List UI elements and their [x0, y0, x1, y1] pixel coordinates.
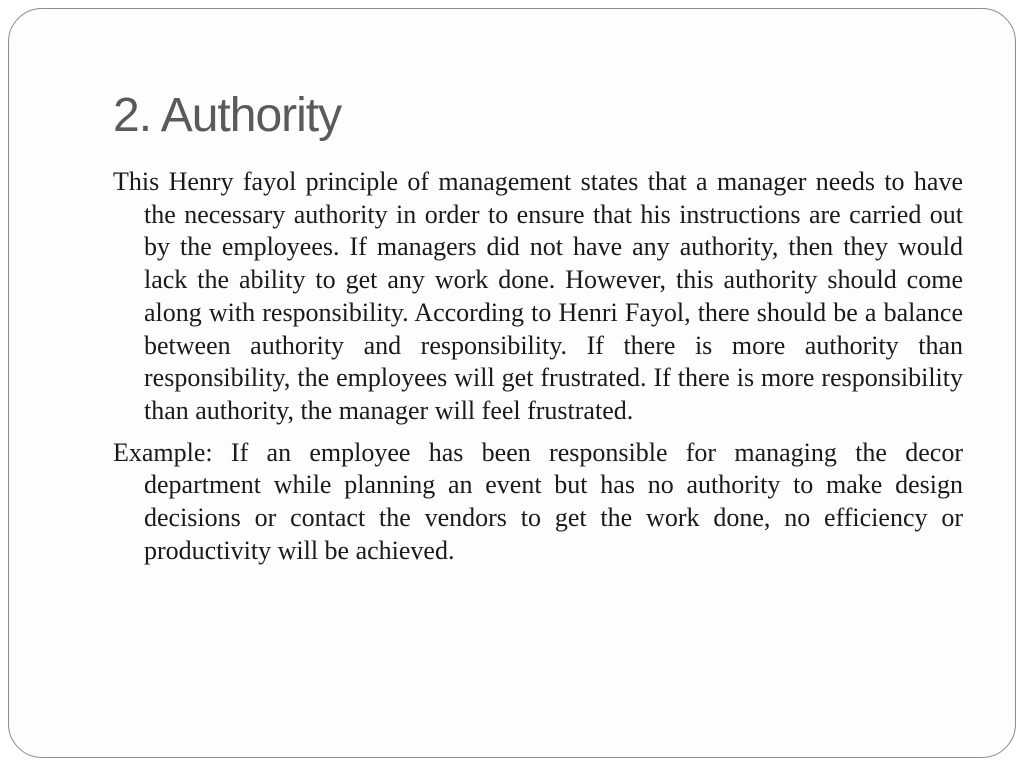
example-paragraph: Example: If an employee has been responsible for managing the decor department while planning an event but has no authority to make design decisions or contact the vendors to get the work done, no efficiency or productivity will be achieved.	[113, 437, 963, 565]
slide-body	[113, 166, 963, 576]
principle-paragraph: This Henry fayol principle of management states that a manager needs to have the necessary authority in order to ensure that his instructions are carried out by the employees. If managers did not have any authority, then they would lack the ability to get any work done. However, this authority should come along with responsibility. According to Henri Fayol, there should be a balance between authority and responsibility. If there is more authority than responsibility, the employees will get frustrated. If there is more responsibility than authority, the manager will feel frustrated.	[113, 167, 963, 425]
slide-title: 2. Authority	[113, 89, 342, 142]
